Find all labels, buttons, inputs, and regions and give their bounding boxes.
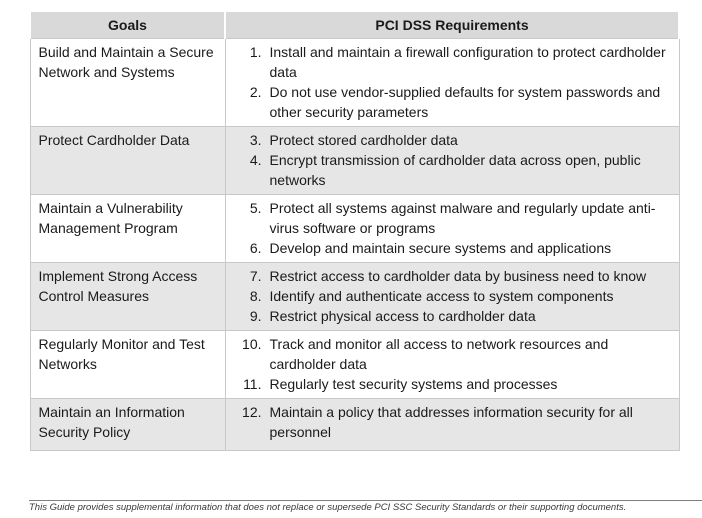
footer-disclaimer: This Guide provides supplemental information that does not replace or supersede PCI SSC Security Standards or their supporting documents. xyxy=(29,502,627,513)
goal-cell: Maintain an Information Security Policy xyxy=(30,399,225,451)
requirement-number: 5. xyxy=(249,200,262,216)
requirements-cell xyxy=(225,399,679,451)
requirements-list xyxy=(226,334,673,394)
requirement-item xyxy=(226,198,673,238)
requirement-number: 8. xyxy=(249,288,262,304)
requirement-item xyxy=(226,42,673,82)
goal-cell: Regularly Monitor and Test Networks xyxy=(30,331,225,399)
table-row xyxy=(30,331,679,399)
table-body xyxy=(30,39,679,451)
requirement-text: Maintain a policy that addresses information security for all personnel xyxy=(269,404,633,440)
requirement-item xyxy=(226,402,673,442)
table-row xyxy=(30,39,679,127)
requirement-number: 9. xyxy=(249,308,262,324)
requirement-text: Encrypt transmission of cardholder data across open, public networks xyxy=(269,152,641,188)
table-row xyxy=(30,195,679,263)
requirements-cell xyxy=(225,127,679,195)
table-row xyxy=(30,127,679,195)
requirement-number: 2. xyxy=(249,84,262,100)
requirement-number: 4. xyxy=(249,152,262,168)
requirement-text: Regularly test security systems and processes xyxy=(269,376,558,392)
table-row xyxy=(30,399,679,451)
table-header-row xyxy=(30,11,679,39)
requirement-text: Identify and authenticate access to system components xyxy=(269,288,614,304)
requirement-item xyxy=(226,374,673,394)
requirement-number: 7. xyxy=(249,268,262,284)
requirement-item xyxy=(226,286,673,306)
requirements-list xyxy=(226,130,673,190)
header-goals: Goals xyxy=(30,11,225,39)
requirement-text: Restrict physical access to cardholder data xyxy=(269,308,536,324)
requirements-cell xyxy=(225,39,679,127)
requirement-item xyxy=(226,306,673,326)
requirements-list xyxy=(226,42,673,122)
goal-cell: Implement Strong Access Control Measures xyxy=(30,263,225,331)
requirement-item xyxy=(226,238,673,258)
goal-cell: Maintain a Vulnerability Management Program xyxy=(30,195,225,263)
goal-cell: Protect Cardholder Data xyxy=(30,127,225,195)
requirement-number: 12. xyxy=(242,404,262,420)
requirement-number: 3. xyxy=(249,132,262,148)
requirements-cell xyxy=(225,263,679,331)
table-row xyxy=(30,263,679,331)
requirement-item xyxy=(226,334,673,374)
requirement-text: Install and maintain a firewall configuration to protect cardholder data xyxy=(269,44,666,80)
requirement-text: Do not use vendor-supplied defaults for system passwords and other security parameters xyxy=(269,84,661,120)
requirement-item xyxy=(226,130,673,150)
goal-cell: Build and Maintain a Secure Network and Systems xyxy=(30,39,225,127)
requirement-number: 10. xyxy=(242,336,262,352)
requirement-item xyxy=(226,82,673,122)
requirement-number: 6. xyxy=(249,240,262,256)
pci-requirements-table xyxy=(29,10,680,451)
requirements-list xyxy=(226,266,673,326)
requirement-text: Restrict access to cardholder data by business need to know xyxy=(269,268,647,284)
requirement-item xyxy=(226,150,673,190)
requirement-text: Develop and maintain secure systems and applications xyxy=(269,240,612,256)
requirements-cell xyxy=(225,331,679,399)
requirements-list xyxy=(226,402,673,442)
requirement-number: 1. xyxy=(249,44,262,60)
requirement-text: Track and monitor all access to network resources and cardholder data xyxy=(269,336,609,372)
requirement-number: 11. xyxy=(243,376,262,392)
footer-divider xyxy=(29,500,702,501)
requirement-text: Protect all systems against malware and regularly update anti-virus software or programs xyxy=(269,200,656,236)
header-requirements: PCI DSS Requirements xyxy=(225,11,679,39)
requirements-cell xyxy=(225,195,679,263)
requirements-list xyxy=(226,198,673,258)
requirement-item xyxy=(226,266,673,286)
requirement-text: Protect stored cardholder data xyxy=(269,132,458,148)
